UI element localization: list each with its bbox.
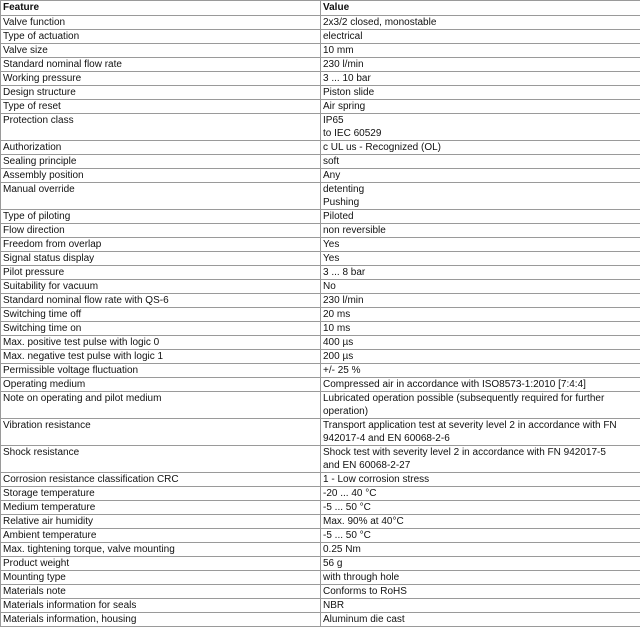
value-line: detenting (323, 184, 365, 195)
value-line: Transport application test at severity level 2 in accordance with FN (323, 420, 617, 431)
value-line: 1 - Low corrosion stress (323, 474, 430, 485)
value-line: Yes (323, 239, 340, 250)
value-cell (321, 252, 640, 266)
feature-cell: Type of piloting (1, 210, 321, 224)
value-column-header: Value (321, 1, 640, 16)
table-row (1, 473, 640, 487)
table-row (1, 446, 640, 473)
value-line: soft (323, 156, 340, 167)
value-line: IP65 (323, 115, 344, 126)
value-line: Piloted (323, 211, 354, 222)
table-row (1, 336, 640, 350)
table-row (1, 419, 640, 446)
value-line: c UL us - Recognized (OL) (323, 142, 442, 153)
feature-cell: Switching time on (1, 322, 321, 336)
feature-cell: Flow direction (1, 224, 321, 238)
value-line: 2x3/2 closed, monostable (323, 17, 437, 28)
table-row (1, 585, 640, 599)
table-row (1, 141, 640, 155)
feature-cell: Product weight (1, 557, 321, 571)
value-line: Lubricated operation possible (subsequently required for further (323, 393, 605, 404)
feature-cell: Suitability for vacuum (1, 280, 321, 294)
value-line: 3 ... 10 bar (323, 73, 371, 84)
table-row (1, 183, 640, 210)
value-cell (321, 557, 640, 571)
table-row (1, 378, 640, 392)
value-cell (321, 613, 640, 627)
feature-cell: Signal status display (1, 252, 321, 266)
value-cell (321, 350, 640, 364)
feature-cell: Pilot pressure (1, 266, 321, 280)
value-cell (321, 16, 640, 30)
feature-cell: Max. negative test pulse with logic 1 (1, 350, 321, 364)
feature-cell: Switching time off (1, 308, 321, 322)
value-cell (321, 487, 640, 501)
value-line: Aluminum die cast (323, 614, 405, 625)
value-line: Piston slide (323, 87, 375, 98)
value-line: 0.25 Nm (323, 544, 361, 555)
value-cell (321, 419, 640, 446)
value-cell (321, 364, 640, 378)
feature-cell: Operating medium (1, 378, 321, 392)
feature-cell: Vibration resistance (1, 419, 321, 446)
value-cell (321, 155, 640, 169)
table-row (1, 501, 640, 515)
value-line: with through hole (323, 572, 400, 583)
value-cell (321, 543, 640, 557)
feature-cell: Materials information for seals (1, 599, 321, 613)
value-cell (321, 183, 640, 210)
table-row (1, 238, 640, 252)
feature-cell: Ambient temperature (1, 529, 321, 543)
table-row (1, 86, 640, 100)
value-line: Pushing (323, 197, 360, 208)
feature-cell: Valve function (1, 16, 321, 30)
feature-cell: Shock resistance (1, 446, 321, 473)
value-cell (321, 294, 640, 308)
value-line: 230 l/min (323, 59, 364, 70)
spec-table-body (1, 16, 640, 627)
feature-cell: Assembly position (1, 169, 321, 183)
table-row (1, 30, 640, 44)
value-cell (321, 86, 640, 100)
feature-cell: Permissible voltage fluctuation (1, 364, 321, 378)
value-line: -5 ... 50 °C (323, 530, 371, 541)
feature-cell: Freedom from overlap (1, 238, 321, 252)
table-row (1, 322, 640, 336)
feature-cell: Max. positive test pulse with logic 0 (1, 336, 321, 350)
value-cell (321, 308, 640, 322)
feature-cell: Relative air humidity (1, 515, 321, 529)
value-cell (321, 473, 640, 487)
feature-cell: Type of reset (1, 100, 321, 114)
table-row (1, 350, 640, 364)
value-line: 10 ms (323, 323, 351, 334)
value-line: and EN 60068-2-27 (323, 460, 411, 471)
value-line: 10 mm (323, 45, 354, 56)
table-row (1, 280, 640, 294)
value-cell (321, 58, 640, 72)
value-line: Conforms to RoHS (323, 586, 407, 597)
value-cell (321, 571, 640, 585)
value-cell (321, 224, 640, 238)
value-line: to IEC 60529 (323, 128, 382, 139)
feature-cell: Protection class (1, 114, 321, 141)
feature-cell: Standard nominal flow rate (1, 58, 321, 72)
table-row (1, 100, 640, 114)
value-line: Shock test with severity level 2 in accordance with FN 942017-5 (323, 447, 606, 458)
value-line: Compressed air in accordance with ISO8573-1:2010 [7:4:4] (323, 379, 586, 390)
table-row (1, 613, 640, 627)
value-line: NBR (323, 600, 345, 611)
table-row (1, 364, 640, 378)
value-line: electrical (323, 31, 363, 42)
feature-cell: Design structure (1, 86, 321, 100)
value-cell (321, 280, 640, 294)
value-cell (321, 529, 640, 543)
value-cell (321, 169, 640, 183)
table-row (1, 72, 640, 86)
feature-column-header: Feature (1, 1, 321, 16)
value-line: 400 µs (323, 337, 354, 348)
value-line: -5 ... 50 °C (323, 502, 371, 513)
feature-cell: Materials note (1, 585, 321, 599)
value-line: 3 ... 8 bar (323, 267, 366, 278)
value-line: No (323, 281, 336, 292)
table-row (1, 529, 640, 543)
value-cell (321, 501, 640, 515)
table-row (1, 114, 640, 141)
value-cell (321, 100, 640, 114)
value-cell (321, 238, 640, 252)
table-row (1, 557, 640, 571)
table-row (1, 210, 640, 224)
feature-cell: Type of actuation (1, 30, 321, 44)
feature-cell: Medium temperature (1, 501, 321, 515)
value-line: 942017-4 and EN 60068-2-6 (323, 433, 450, 444)
table-row (1, 571, 640, 585)
value-line: 20 ms (323, 309, 351, 320)
table-row (1, 224, 640, 238)
value-cell (321, 114, 640, 141)
value-line: Max. 90% at 40°C (323, 516, 404, 527)
value-cell (321, 446, 640, 473)
table-row (1, 58, 640, 72)
value-cell (321, 599, 640, 613)
table-row (1, 169, 640, 183)
feature-cell: Sealing principle (1, 155, 321, 169)
table-row (1, 44, 640, 58)
value-cell (321, 30, 640, 44)
value-cell (321, 322, 640, 336)
value-cell (321, 266, 640, 280)
feature-cell: Max. tightening torque, valve mounting (1, 543, 321, 557)
value-cell (321, 210, 640, 224)
value-line: operation) (323, 406, 369, 417)
value-cell (321, 336, 640, 350)
feature-cell: Storage temperature (1, 487, 321, 501)
value-line: non reversible (323, 225, 386, 236)
feature-cell: Authorization (1, 141, 321, 155)
value-cell (321, 378, 640, 392)
value-line: +/- 25 % (323, 365, 361, 376)
value-line: -20 ... 40 °C (323, 488, 377, 499)
table-row (1, 294, 640, 308)
value-cell (321, 72, 640, 86)
table-row (1, 543, 640, 557)
value-line: 200 µs (323, 351, 354, 362)
value-line: Any (323, 170, 341, 181)
feature-cell: Working pressure (1, 72, 321, 86)
table-row (1, 599, 640, 613)
value-line: 56 g (323, 558, 343, 569)
feature-cell: Note on operating and pilot medium (1, 392, 321, 419)
table-row (1, 515, 640, 529)
feature-cell: Materials information, housing (1, 613, 321, 627)
value-cell (321, 515, 640, 529)
table-row (1, 392, 640, 419)
feature-cell: Valve size (1, 44, 321, 58)
value-line: Air spring (323, 101, 366, 112)
feature-cell: Corrosion resistance classification CRC (1, 473, 321, 487)
feature-cell: Standard nominal flow rate with QS-6 (1, 294, 321, 308)
table-row (1, 16, 640, 30)
table-row (1, 155, 640, 169)
value-line: 230 l/min (323, 295, 364, 306)
feature-cell: Mounting type (1, 571, 321, 585)
header-row (1, 1, 640, 16)
value-line: Yes (323, 253, 340, 264)
table-row (1, 308, 640, 322)
feature-cell: Manual override (1, 183, 321, 210)
table-row (1, 487, 640, 501)
value-cell (321, 141, 640, 155)
table-row (1, 266, 640, 280)
value-cell (321, 392, 640, 419)
table-row (1, 252, 640, 266)
value-cell (321, 44, 640, 58)
value-cell (321, 585, 640, 599)
